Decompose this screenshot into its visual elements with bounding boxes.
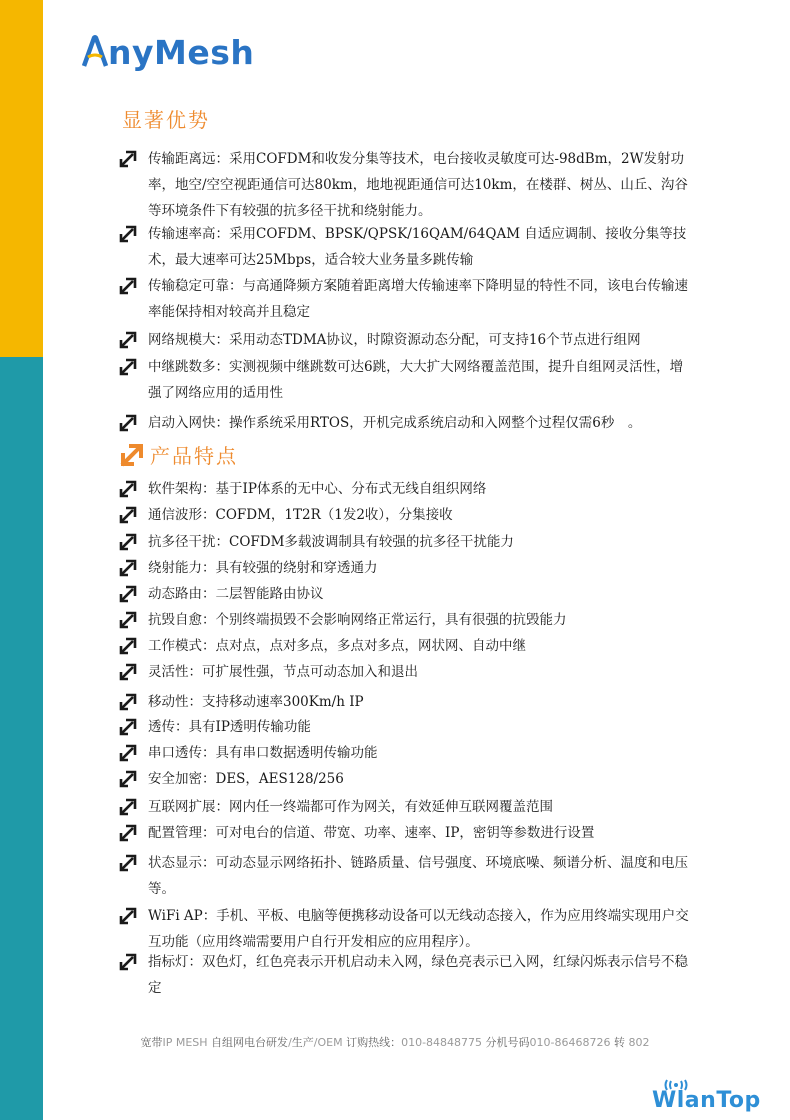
feature-item [118,740,693,766]
feature-item [118,607,693,633]
bullet-arrow-icon [118,276,138,296]
bullet-arrow-icon [118,797,138,817]
feature-item-text: 软件架构：基于IP体系的无中心、分布式无线自组织网络 [148,481,487,497]
wlantop-text: WlanTop [652,1088,761,1113]
section-arrow-icon [120,443,144,467]
feature-item [118,689,693,715]
feature-item-text: 透传：具有IP透明传输功能 [148,719,311,735]
feature-item-text: 移动性：支持移动速率300Km/h IP [148,694,364,710]
bullet-arrow-icon [118,224,138,244]
advantage-item [118,327,693,353]
advantage-item-text: 传输距离远：采用COFDM和收发分集等技术，电台接收灵敏度可达-98dBm，2W发射功率，地空/空空视距通信可达80km，地地视距通信可达10km，在楼群、树丛、山丘、沟谷等环境条件下有较强的抗多径干扰和绕射能力。 [148,151,688,219]
bullet-arrow-icon [118,717,138,737]
feature-item-text: 配置管理：可对电台的信道、带宽、功率、速率、IP，密钥等参数进行设置 [148,825,595,841]
bullet-arrow-icon [118,584,138,604]
bullet-arrow-icon [118,662,138,682]
bullet-arrow-icon [118,636,138,656]
feature-item-text: 灵活性：可扩展性强，节点可动态加入和退出 [148,664,418,680]
advantage-item [118,410,693,436]
anymesh-logo-a-icon [82,34,108,70]
feature-item-text: 指标灯：双色灯，红色亮表示开机启动未入网，绿色亮表示已入网，红绿闪烁表示信号不稳定 [148,954,688,996]
feature-item [118,502,693,528]
advantage-item-text: 中继跳数多：实测视频中继跳数可达6跳，大大扩大网络覆盖范围，提升自组网灵活性，增强了网络应用的适用性 [148,359,684,401]
feature-item [118,714,693,740]
bullet-arrow-icon [118,823,138,843]
feature-item-text: 绕射能力：具有较强的绕射和穿透通力 [148,560,378,576]
feature-item [118,476,693,502]
feature-item [118,581,693,607]
bullet-arrow-icon [118,413,138,433]
bullet-arrow-icon [118,743,138,763]
bullet-arrow-icon [118,952,138,972]
advantage-item [118,146,693,224]
advantage-item-text: 网络规模大：采用动态TDMA协议，时隙资源动态分配，可支持16个节点进行组网 [148,332,641,348]
bullet-arrow-icon [118,692,138,712]
wlantop-logo [652,1074,762,1118]
bullet-arrow-icon [118,532,138,552]
feature-item [118,633,693,659]
bullet-arrow-icon [118,149,138,169]
advantage-item [118,221,693,273]
feature-item-text: 抗多径干扰：COFDM多载波调制具有较强的抗多径干扰能力 [148,534,514,550]
feature-item-text: 互联网扩展：网内任一终端都可作为网关，有效延伸互联网覆盖范围 [148,799,553,815]
feature-item-text: 工作模式：点对点，点对多点，多点对多点，网状网、自动中继 [148,638,526,654]
feature-item-text: 动态路由：二层智能路由协议 [148,586,324,602]
feature-item-text: 通信波形：COFDM，1T2R（1发2收），分集接收 [148,507,453,523]
section-title-features [120,440,238,469]
sidebar-stripe-yellow [0,0,43,357]
advantage-item [118,354,693,406]
section-title-advantages: 显著优势 [122,108,210,132]
feature-item-text: WiFi AP：手机、平板、电脑等便携移动设备可以无线动态接入，作为应用终端实现用户交互功能（应用终端需要用户自行开发相应的应用程序）。 [148,908,689,950]
bullet-arrow-icon [118,769,138,789]
feature-item [118,766,693,792]
bullet-arrow-icon [118,610,138,630]
advantage-item-text: 启动入网快：操作系统采用RTOS，开机完成系统启动和入网整个过程仅需6秒 。 [148,415,642,431]
footer-contact: 宽带IP MESH 自组网电台研发/生产/OEM 订购热线：010-84848775 分机号码010-86468726 转 802 [140,1036,650,1049]
bullet-arrow-icon [118,357,138,377]
feature-item [118,850,693,902]
bullet-arrow-icon [118,505,138,525]
advantage-item-text: 传输速率高：采用COFDM、BPSK/QPSK/16QAM/64QAM 自适应调制、接收分集等技术，最大速率可达25Mbps，适合较大业务量多跳传输 [148,226,687,268]
feature-item [118,659,693,685]
advantage-item [118,273,693,325]
feature-item-text: 安全加密：DES，AES128/256 [148,771,344,787]
bullet-arrow-icon [118,558,138,578]
feature-item-text: 抗毁自愈：个别终端损毁不会影响网络正常运行，具有很强的抗毁能力 [148,612,567,628]
bullet-arrow-icon [118,853,138,873]
feature-item-text: 状态显示：可动态显示网络拓扑、链路质量、信号强度、环境底噪、频谱分析、温度和电压等。 [148,855,688,897]
sidebar-stripe-teal [0,357,43,1120]
anymesh-logo-text: nyMesh [108,32,255,72]
bullet-arrow-icon [118,479,138,499]
section-title-features-text: 产品特点 [150,444,238,468]
advantage-item-text: 传输稳定可靠：与高通降频方案随着距离增大传输速率下降明显的特性不同，该电台传输速率能保持相对较高并且稳定 [148,278,688,320]
feature-item [118,949,693,1001]
feature-item [118,820,693,846]
feature-item [118,529,693,555]
bullet-arrow-icon [118,906,138,926]
feature-item [118,903,693,955]
anymesh-logo [82,30,254,74]
bullet-arrow-icon [118,330,138,350]
feature-item [118,794,693,820]
feature-item [118,555,693,581]
feature-item-text: 串口透传：具有串口数据透明传输功能 [148,745,378,761]
